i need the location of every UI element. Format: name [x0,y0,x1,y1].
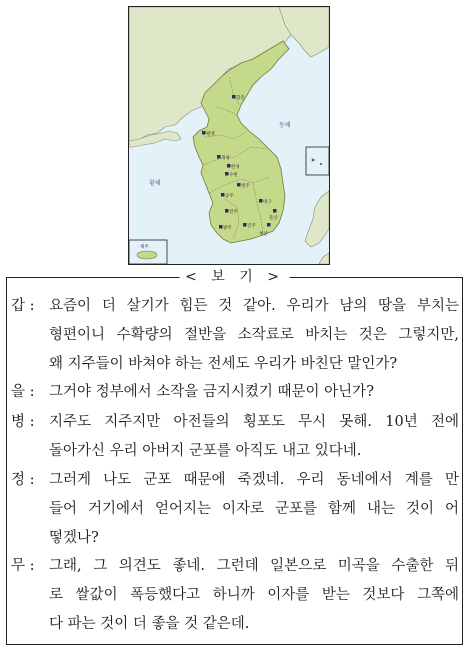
svg-text:청주: 청주 [241,184,250,189]
bogi-title: < 보 기 > [179,267,290,287]
svg-text:평양: 평양 [206,132,215,137]
svg-text:한성: 한성 [231,165,240,170]
speech-text [49,466,459,553]
east-sea-label: 동해 [279,122,291,129]
speech-line: 그거야 정부에서 소작을 금지시켰기 때문이 아닌가? [49,384,374,400]
bogi-box [6,269,463,645]
japan-landmass [305,191,329,264]
speech-line: 다 파는 것이 더 좋을 것 같은데. [49,616,250,632]
ulleungdo-inset [306,147,329,175]
korea-map-svg [129,7,329,264]
speech-line: 로 쌀값이 폭등했다고 하니까 이자를 받는 것보다 그쪽에 [49,587,459,603]
svg-text:광주: 광주 [223,226,232,231]
svg-text:함흥: 함흥 [236,96,245,101]
west-sea-label: 황해 [149,180,161,187]
speaker-label: 을 : [11,384,35,400]
speech-text [49,292,459,379]
speaker-label: 갑 : [11,298,35,314]
speech-line: 요즘이 더 살기가 힘든 것 같아. 우리가 남의 땅을 부치는 [49,298,459,314]
speaker-label: 무 : [11,558,35,574]
svg-text:개성: 개성 [221,156,230,161]
speech-text [49,378,459,407]
svg-text:부산: 부산 [259,232,268,237]
speech-line: 들어 거기에서 얻어지는 이자로 군포를 함께 내는 것이 어 [49,501,459,517]
speech-line: 돌아가신 우리 아버지 군포를 아직도 내고 있다네. [49,443,362,459]
speech-line: 형편이니 수확량의 절반을 소작료로 바치는 것은 그렇지만, [49,327,459,343]
speech-line: 떻겠나? [49,530,99,546]
korea-map [128,6,330,265]
svg-text:수원: 수원 [229,173,238,178]
speech-line: 그래, 그 의견도 좋네. 그런데 일본으로 미곡을 수출한 뒤 [49,558,459,574]
speech-text [49,408,459,466]
speech-line: 지주도 지주지만 아전들의 횡포도 무시 못해. 10년 전에 [49,414,459,430]
jeju-label: 제주 [140,245,149,250]
speech-line: 왜 지주들이 바쳐야 하는 전세도 우리가 바친단 말인가? [49,356,398,372]
svg-text:대구: 대구 [263,200,272,205]
svg-text:진주: 진주 [247,224,256,229]
svg-text:공주: 공주 [225,194,234,199]
svg-text:전주: 전주 [229,210,238,215]
svg-text:울산: 울산 [269,216,278,221]
speaker-label: 병 : [11,414,35,430]
speaker-label: 정 : [11,472,35,488]
speech-text [49,552,459,639]
speech-line: 그러게 나도 군포 때문에 죽겠네. 우리 동네에서 계를 만 [49,472,459,488]
